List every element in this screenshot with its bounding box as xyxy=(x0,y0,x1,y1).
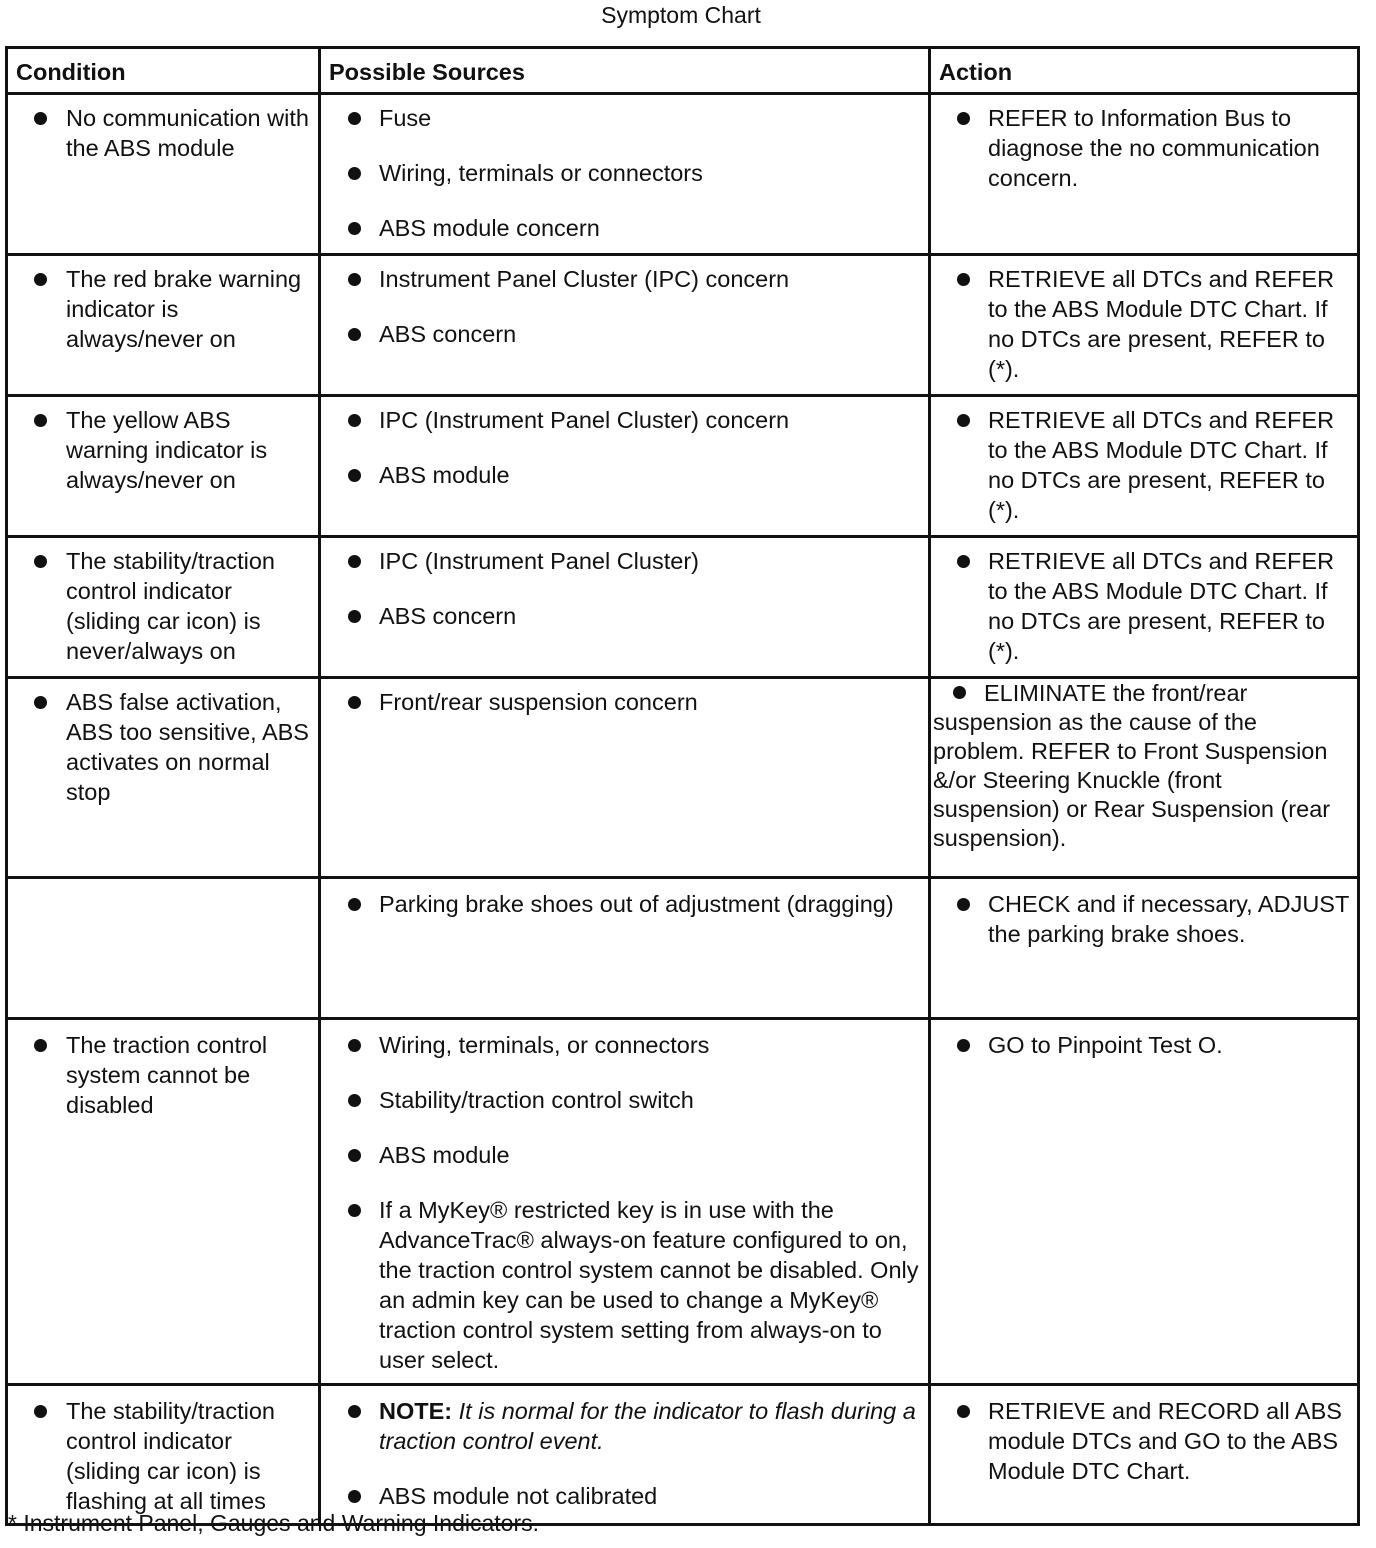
action-item: GO to Pinpoint Test O. xyxy=(931,1030,1351,1060)
bullet-icon xyxy=(348,1490,361,1503)
table-row xyxy=(7,537,1359,678)
source-item: Wiring, terminals, or connectors xyxy=(321,1030,922,1060)
condition-item: The traction control system cannot be disabled xyxy=(8,1030,312,1120)
bullet-icon xyxy=(957,414,970,427)
condition-item: No communication with the ABS module xyxy=(8,103,312,163)
action-item: RETRIEVE and RECORD all ABS module DTCs and GO to the ABS Module DTC Chart. xyxy=(931,1396,1351,1486)
bullet-icon xyxy=(348,1039,361,1052)
source-item: If a MyKey® restricted key is in use with the AdvanceTrac® always-on feature configured to on, the traction control system cannot be disabled. Only an admin key can be used to change a MyKey® traction control system setting from always-on to user select. xyxy=(321,1195,922,1375)
source-item: IPC (Instrument Panel Cluster) concern xyxy=(321,405,922,435)
bullet-icon xyxy=(348,1094,361,1107)
bullet-icon xyxy=(957,555,970,568)
note-label: NOTE: xyxy=(379,1398,453,1424)
table-row xyxy=(7,396,1359,537)
bullet-icon xyxy=(34,555,47,568)
bullet-icon xyxy=(957,273,970,286)
source-item: IPC (Instrument Panel Cluster) xyxy=(321,546,922,576)
source-item: Stability/traction control switch xyxy=(321,1085,922,1115)
bullet-icon xyxy=(34,696,47,709)
bullet-icon xyxy=(348,167,361,180)
bullet-icon xyxy=(348,610,361,623)
bullet-icon xyxy=(957,898,970,911)
table-row xyxy=(7,94,1359,255)
table-row xyxy=(7,678,1359,878)
symptom-chart-table xyxy=(5,46,1360,1526)
source-item: ABS module xyxy=(321,460,922,490)
header-condition: Condition xyxy=(7,48,320,94)
footnote: * Instrument Panel, Gauges and Warning Indicators. xyxy=(8,1510,539,1536)
bullet-icon xyxy=(348,1405,361,1418)
table-row xyxy=(7,1019,1359,1385)
bullet-icon xyxy=(348,555,361,568)
source-item: Wiring, terminals or connectors xyxy=(321,158,922,188)
bullet-icon xyxy=(957,1405,970,1418)
bullet-icon xyxy=(348,469,361,482)
source-item: Front/rear suspension concern xyxy=(321,687,922,717)
bullet-icon xyxy=(348,1149,361,1162)
bullet-icon xyxy=(348,414,361,427)
bullet-icon xyxy=(348,273,361,286)
bullet-icon xyxy=(34,1039,47,1052)
bullet-icon xyxy=(34,414,47,427)
action-item: RETRIEVE all DTCs and REFER to the ABS Module DTC Chart. If no DTCs are present, REFER to (*). xyxy=(931,405,1351,525)
bullet-icon xyxy=(957,1039,970,1052)
bullet-icon xyxy=(348,222,361,235)
header-possible-sources: Possible Sources xyxy=(320,48,930,94)
bullet-icon xyxy=(348,696,361,709)
bullet-icon xyxy=(957,112,970,125)
condition-item: ABS false activation, ABS too sensitive, ABS activates on normal stop xyxy=(8,687,312,807)
action-item: RETRIEVE all DTCs and REFER to the ABS Module DTC Chart. If no DTCs are present, REFER to (*). xyxy=(931,546,1351,666)
action-item: RETRIEVE all DTCs and REFER to the ABS Module DTC Chart. If no DTCs are present, REFER to (*). xyxy=(931,264,1351,384)
bullet-icon xyxy=(34,273,47,286)
bullet-icon xyxy=(953,686,966,699)
header-action: Action xyxy=(930,48,1359,94)
source-item: ABS module not calibrated xyxy=(321,1481,922,1511)
action-item: REFER to Information Bus to diagnose the no communication concern. xyxy=(931,103,1351,193)
source-item: Parking brake shoes out of adjustment (dragging) xyxy=(321,889,922,919)
condition-item: The yellow ABS warning indicator is always/never on xyxy=(8,405,312,495)
action-item: ELIMINATE the front/rear suspension as the cause of the problem. REFER to Front Suspension &/or Steering Knuckle (front suspension) or Rear Suspension (rear suspension). xyxy=(933,680,1331,851)
table-row xyxy=(7,255,1359,396)
bullet-icon xyxy=(348,1204,361,1217)
bullet-icon xyxy=(34,112,47,125)
table-row xyxy=(7,1385,1359,1525)
table-header-row xyxy=(7,48,1359,94)
bullet-icon xyxy=(34,1405,47,1418)
source-item: ABS concern xyxy=(321,601,922,631)
bullet-icon xyxy=(348,112,361,125)
source-item: ABS module xyxy=(321,1140,922,1170)
table-row xyxy=(7,878,1359,1019)
condition-item: The stability/traction control indicator (sliding car icon) is flashing at all times xyxy=(8,1396,312,1516)
source-item: Fuse xyxy=(321,103,922,133)
source-item: ABS concern xyxy=(321,319,922,349)
note-text: It is normal for the indicator to flash during a traction control event. xyxy=(379,1398,916,1454)
source-item: Instrument Panel Cluster (IPC) concern xyxy=(321,264,922,294)
bullet-icon xyxy=(348,328,361,341)
bullet-icon xyxy=(348,898,361,911)
source-item: ABS module concern xyxy=(321,213,922,243)
page-title: Symptom Chart xyxy=(601,2,761,28)
condition-item: The stability/traction control indicator (sliding car icon) is never/always on xyxy=(8,546,312,666)
action-item: CHECK and if necessary, ADJUST the parking brake shoes. xyxy=(931,889,1351,949)
condition-item: The red brake warning indicator is always/never on xyxy=(8,264,312,354)
source-item xyxy=(321,1396,922,1456)
